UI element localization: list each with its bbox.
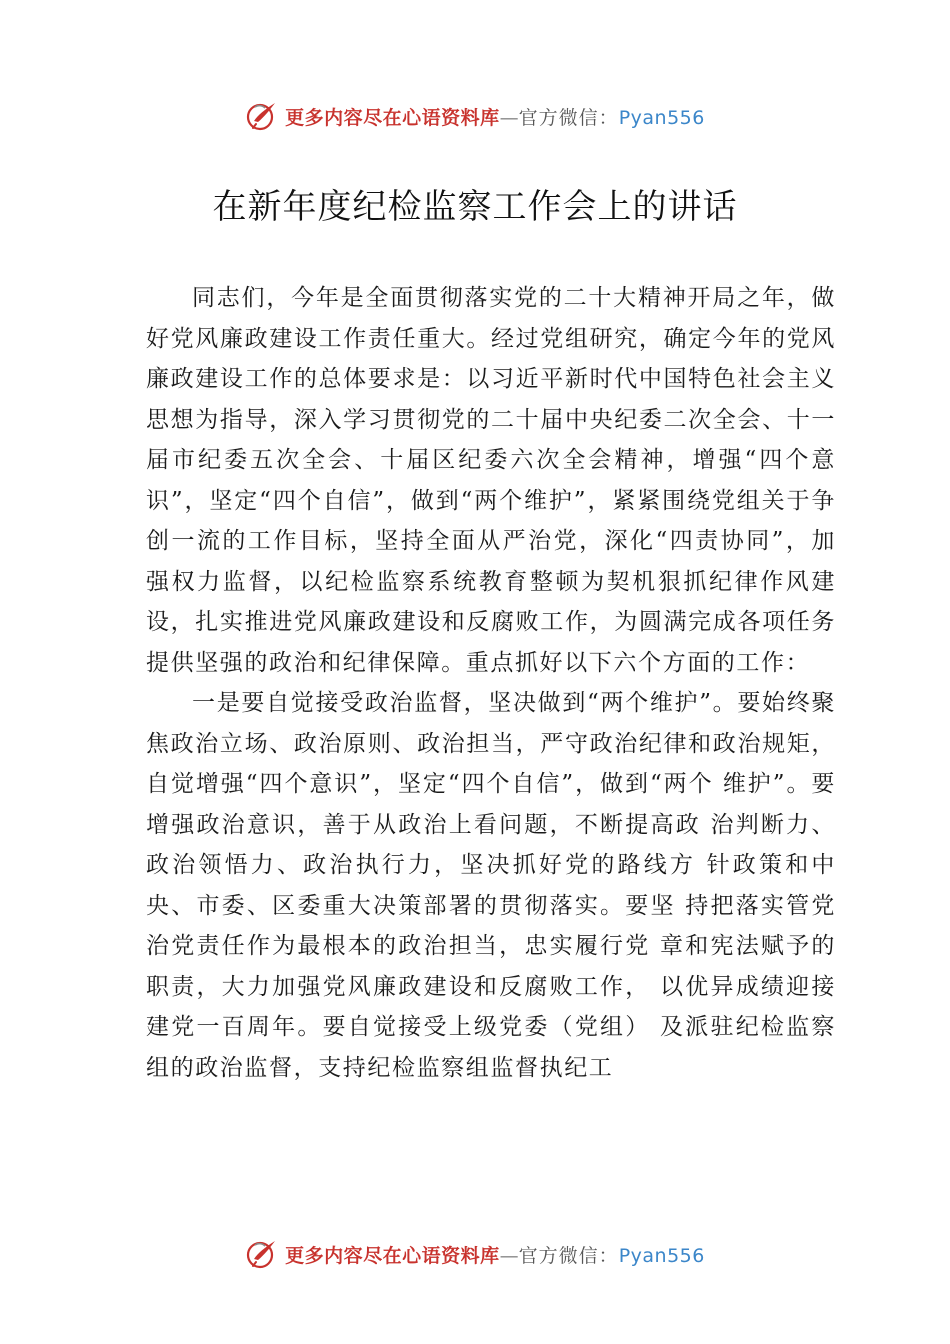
paragraph-intro: 同志们，今年是全面贯彻落实党的二十大精神开局之年，做好党风廉政建设工作责任重大。经过党组研究，确定今年的党风廉政建设工作的总体要求是：以习近平新时代中国特色社会主义思想为指导，深入学习贯彻党的二十届中央纪委二次全会、十一届市纪委五次全会、十届区纪委六次全会精神，增强“四个意识”，坚定“四个自信”，做到“两个维护”，紧紧围绕党组关于争创一流的工作目标，坚持全面从严治党，深化“四责协同”，加强权力监督，以纪检监察系统教育整顿为契机狠抓纪律作风建设，扎实推进党风廉政建设和反腐败工作，为圆满完成各项任务提供坚强的政治和纪律保障。重点抓好以下六个方面的工作： bbox=[146, 285, 836, 676]
footer-banner bbox=[0, 1234, 950, 1274]
banner-brand: 更多内容尽在心语资料库 bbox=[285, 106, 500, 129]
banner-wechat-label: 官方微信： bbox=[518, 1244, 619, 1267]
banner-wechat-id: Pyan556 bbox=[618, 1244, 705, 1267]
banner-brand: 更多内容尽在心语资料库 bbox=[285, 1244, 500, 1267]
page-title: 在新年度纪检监察工作会上的讲话 bbox=[212, 187, 738, 227]
banner-wechat-id: Pyan556 bbox=[618, 106, 705, 129]
quill-seal-logo-icon bbox=[245, 99, 279, 133]
banner-text bbox=[285, 1241, 705, 1268]
header-banner bbox=[0, 96, 950, 136]
banner-separator: — bbox=[499, 1244, 519, 1267]
banner-text bbox=[285, 103, 705, 130]
paragraph-point-one: 一是要自觉接受政治监督，坚决做到“两个维护”。要始终聚焦政治立场、政治原则、政治担当，严守政治纪律和政治规矩，自觉增强“四个意识”，坚定“四个自信”，做到“两个 维护”。要增强政治意识，善于从政治上看问题，不断提高政 治判断力、政治领悟力、政治执行力，坚决抓好党的路线方 针政策和中央、市委、区委重大决策部署的贯彻落实。要坚 持把落实管党治党责任作为最根本的政治担当，忠实履行党 章和宪法赋予的职责，大力加强党风廉政建设和反腐败工作， 以优异成绩迎接建党一百周年。要自觉接受上级党委（党组） 及派驻纪检监察组的政治监督，支持纪检监察组监督执纪工 bbox=[146, 690, 836, 1081]
document-body bbox=[146, 278, 836, 1088]
banner-wechat-label: 官方微信： bbox=[518, 106, 619, 129]
banner-separator: — bbox=[499, 106, 519, 129]
quill-seal-logo-icon bbox=[245, 1237, 279, 1271]
